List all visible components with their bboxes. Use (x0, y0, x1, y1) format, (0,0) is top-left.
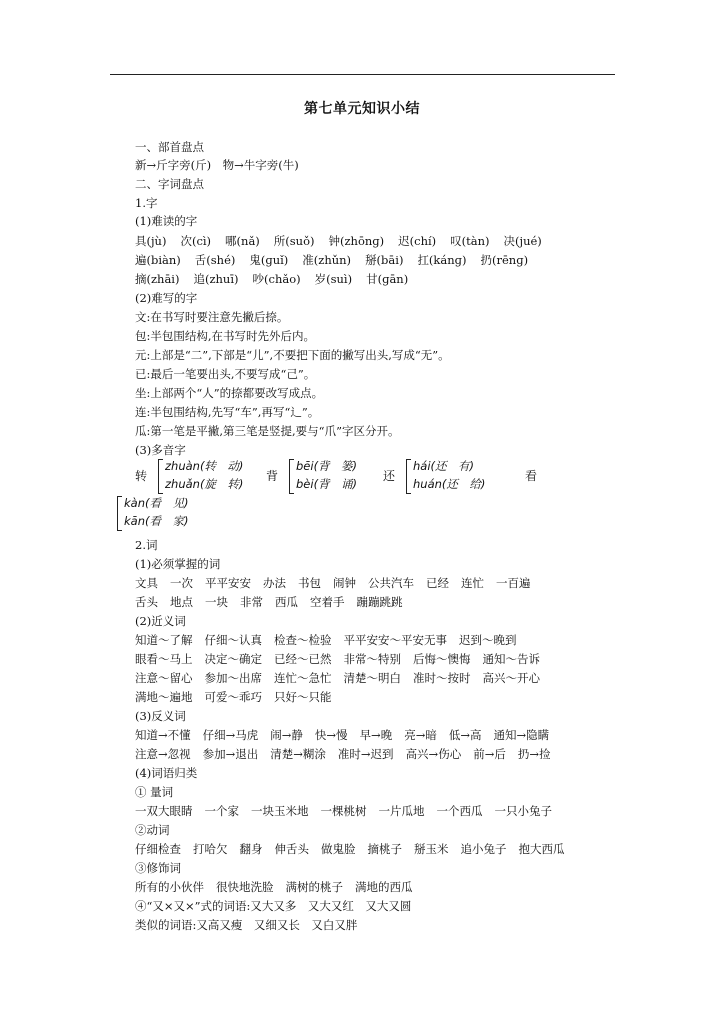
hard-write-line: 连:半包围结构,先写“车”,再写“辶”。 (135, 405, 320, 419)
list-item: 已经 (426, 576, 449, 590)
list-item: 具(jù) (135, 234, 167, 248)
list-item: 平平安安～平安无事 (343, 633, 447, 647)
list-item: 准时→迟到 (337, 747, 394, 761)
list-item: 一棵桃树 (320, 804, 367, 818)
pattern-line: ④“又×又×”式的词语:又大又多 又大又红 又大又圆 (135, 899, 412, 913)
hard-write-line: 瓜:第一笔是平撇,第三笔是竖提,要与“爪”字区分开。 (135, 424, 400, 438)
modifier-heading: ③修饰词 (135, 861, 181, 875)
quantifier-heading: ① 量词 (135, 785, 174, 799)
hard-write-heading: (2)难写的字 (135, 291, 198, 305)
list-item: 高兴→伤心 (405, 747, 462, 761)
list-item: 扔→捡 (517, 747, 551, 761)
list-item: 书包 (298, 576, 321, 590)
sub-heading-characters: 1.字 (135, 196, 158, 210)
list-item: 一百遍 (496, 576, 531, 590)
brace (117, 496, 122, 531)
list-item: 西瓜 (275, 595, 298, 609)
polyphone-reading: huán(还 给) (413, 477, 486, 491)
list-item: 平平安安 (205, 576, 251, 590)
list-item: 钟(zhōnɡ) (328, 234, 385, 248)
list-item: 满树的桃子 (285, 880, 343, 894)
list-item: 快→慢 (314, 728, 348, 742)
list-item: 岁(suì) (314, 272, 353, 286)
hard-read-row (135, 234, 556, 248)
list-item: 一双大眼睛 (135, 804, 193, 818)
similar-line: 类似的词语:又高又瘦 又细又长 又白又胖 (135, 918, 358, 932)
list-item: 连忙 (461, 576, 484, 590)
antonyms-heading: (3)反义词 (135, 709, 186, 723)
radical-line: 新→斤字旁(斤) 物→牛字旁(牛) (135, 158, 299, 172)
list-item: 低→高 (448, 728, 482, 742)
list-item: 迟(chí) (398, 234, 437, 248)
polyphone-reading: zhuǎn(旋 转) (165, 477, 244, 491)
list-item: 连忙～急忙 (274, 671, 332, 685)
quantifier-row (135, 804, 564, 818)
list-item: 仔细检查 (135, 842, 181, 856)
list-item: 闹→静 (270, 728, 303, 742)
list-item: 一只小兔子 (494, 804, 552, 818)
hard-write-line: 文:在书写时要注意先撇后捺。 (135, 310, 289, 324)
hard-read-row (135, 272, 422, 286)
list-item: 眼看～马上 (135, 652, 193, 666)
polyphone-reading: bēi(背 篓) (296, 459, 358, 473)
polyphone-char-kan: 看 (525, 469, 538, 483)
section2-heading: 二、字词盘点 (135, 177, 204, 191)
brace (406, 459, 411, 494)
list-item: 满地的西瓜 (355, 880, 413, 894)
list-item: 叹(tàn) (450, 234, 490, 248)
word-row (135, 595, 415, 609)
list-item: 一个西瓜 (436, 804, 483, 818)
list-item: 追(zhuī) (193, 272, 239, 286)
list-item: 摘桃子 (367, 842, 402, 856)
list-item: 仔细～认真 (204, 633, 262, 647)
list-item: 摘(zhāi) (135, 272, 180, 286)
list-item: 后悔～懊悔 (413, 652, 471, 666)
verb-row (135, 842, 577, 856)
sub-heading-words: 2.词 (135, 538, 158, 552)
brace (158, 459, 163, 494)
list-item: 文具 (135, 576, 158, 590)
list-item: 参加～出席 (204, 671, 262, 685)
list-item: 掰(bāi) (365, 253, 404, 267)
list-item: 非常～特别 (343, 652, 401, 666)
list-item: 亮→暗 (404, 728, 437, 742)
list-item: 掰玉米 (414, 842, 449, 856)
polyphone-reading: kàn(看 见) (124, 496, 189, 510)
list-item: 办法 (263, 576, 286, 590)
list-item: 知道～了解 (135, 633, 193, 647)
list-item: 所有的小伙伴 (135, 880, 204, 894)
list-item: 空着手 (310, 595, 345, 609)
list-item: 打哈欠 (193, 842, 228, 856)
list-item: 检查～检验 (274, 633, 332, 647)
synonym-row (135, 633, 529, 647)
list-item: 通知→隐瞒 (493, 728, 550, 742)
list-item: 前→后 (473, 747, 506, 761)
synonyms-heading: (2)近义词 (135, 614, 186, 628)
verb-heading: ②动词 (135, 823, 170, 837)
antonym-row (135, 728, 561, 742)
hard-read-row (135, 253, 542, 267)
list-item: 地点 (170, 595, 193, 609)
list-item: 舌头 (135, 595, 158, 609)
list-item: 迟到～晚到 (459, 633, 517, 647)
polyphone-reading: hái(还 有) (413, 459, 475, 473)
list-item: 高兴～开心 (482, 671, 540, 685)
list-item: 甘(ɡān) (366, 272, 409, 286)
polyphone-reading: kān(看 家) (124, 514, 189, 528)
list-item: 早→晚 (359, 728, 393, 742)
polyphone-char-huan: 还 (383, 469, 396, 483)
list-item: 决定～确定 (204, 652, 262, 666)
list-item: 准(zhǔn) (302, 253, 352, 267)
list-item: 一次 (170, 576, 193, 590)
hard-write-line: 坐:上部两个“人”的捺都要改写成点。 (135, 386, 324, 400)
modifier-row (135, 880, 425, 894)
brace (289, 459, 294, 494)
polyphone-reading: zhuàn(转 动) (165, 459, 244, 473)
top-rule (110, 74, 615, 75)
antonym-row (135, 747, 562, 761)
hard-read-heading: (1)难读的字 (135, 214, 198, 228)
hard-write-line: 已:最后一笔要出头,不要写成“己”。 (135, 367, 316, 381)
list-item: 只好～只能 (274, 690, 332, 704)
list-item: 可爱～乖巧 (204, 690, 262, 704)
hard-write-line: 包:半包围结构,在书写时先外后内。 (135, 329, 316, 343)
list-item: 知道→不懂 (135, 728, 191, 742)
page-title: 第七单元知识小结 (304, 101, 420, 117)
list-item: 做鬼脸 (321, 842, 356, 856)
classify-heading: (4)词语归类 (135, 766, 198, 780)
list-item: 决(jué) (503, 234, 542, 248)
must-master-heading: (1)必须掌握的词 (135, 557, 221, 571)
list-item: 清楚→糊涂 (270, 747, 326, 761)
list-item: 满地～遍地 (135, 690, 193, 704)
polyphone-char-zhuan: 转 (135, 469, 148, 483)
polyphone-heading: (3)多音字 (135, 443, 186, 457)
list-item: 一块玉米地 (251, 804, 309, 818)
list-item: 一个家 (204, 804, 239, 818)
list-item: 遍(biàn) (135, 253, 181, 267)
list-item: 次(cì) (180, 234, 212, 248)
list-item: 公共汽车 (368, 576, 414, 590)
synonym-row (135, 671, 552, 685)
polyphone-reading: bèi(背 诵) (296, 477, 358, 491)
list-item: 已经～已然 (274, 652, 332, 666)
list-item: 扔(rēnɡ) (480, 253, 529, 267)
list-item: 所(suǒ) (273, 234, 315, 248)
hard-write-line: 元:上部是“二”,下部是“儿”,不要把下面的撇写出头,写成“无”。 (135, 348, 450, 362)
list-item: 仔细→马虎 (202, 728, 259, 742)
list-item: 扛(kánɡ) (417, 253, 467, 267)
list-item: 注意～留心 (135, 671, 193, 685)
list-item: 闹钟 (333, 576, 356, 590)
list-item: 非常 (240, 595, 263, 609)
list-item: 注意→忽视 (135, 747, 191, 761)
list-item: 鬼(ɡuǐ) (249, 253, 289, 267)
list-item: 一块 (205, 595, 228, 609)
list-item: 追小兔子 (460, 842, 507, 856)
list-item: 蹦蹦跳跳 (356, 595, 403, 609)
synonym-row (135, 690, 344, 704)
section1-heading: 一、部首盘点 (135, 140, 204, 154)
synonym-row (135, 652, 552, 666)
list-item: 抱大西瓜 (518, 842, 565, 856)
list-item: 参加→退出 (202, 747, 259, 761)
list-item: 清楚～明白 (343, 671, 401, 685)
list-item: 哪(nǎ) (225, 234, 260, 248)
list-item: 翻身 (239, 842, 263, 856)
list-item: 舌(shé) (194, 253, 236, 267)
list-item: 一片瓜地 (378, 804, 425, 818)
list-item: 很快地洗脸 (216, 880, 274, 894)
polyphone-char-bei: 背 (266, 469, 279, 483)
list-item: 准时～按时 (413, 671, 471, 685)
word-row (135, 576, 543, 590)
list-item: 伸舌头 (274, 842, 309, 856)
list-item: 通知～告诉 (482, 652, 540, 666)
list-item: 吵(chǎo) (252, 272, 301, 286)
